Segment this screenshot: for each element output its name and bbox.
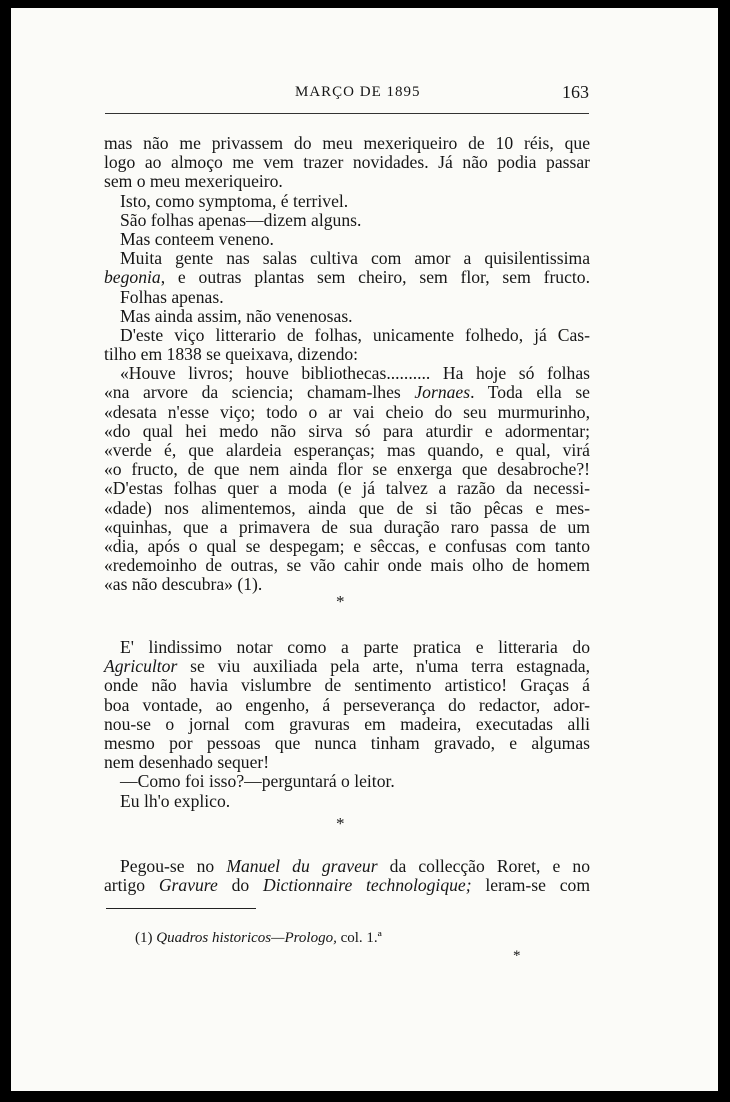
page-number: 163 (562, 82, 589, 102)
text-line: «D'estas folhas quer a moda (e já talvez a razão da necessi- (104, 478, 590, 499)
text-line: E' lindissimo notar como a parte pratica e litteraria do (120, 637, 590, 657)
section-separator: * (336, 814, 345, 833)
text-line: mesmo por pessoas que nunca tinham gravado, e algumas (104, 732, 590, 753)
text-line: Muita gente nas salas cultiva com amor a quisilentissima (120, 248, 590, 269)
text-line: nou-se o jornal com gravuras em madeira, executadas alli (104, 713, 590, 734)
text-line: logo ao almoço me vem trazer novidades. Já não podia passar (104, 152, 590, 173)
header-rule (105, 113, 589, 114)
text-line: «quinhas, que a primavera de sua duração raro passa de um (104, 516, 590, 537)
text-line: «desata n'esse viço; todo o ar vai cheio do seu murmurinho, (104, 401, 590, 422)
header-title: MARÇO DE 1895 (295, 84, 421, 100)
text-line: «dade) nos alimentemos, ainda que de si tão pêcas e mes- (104, 497, 590, 518)
footnote: (1) Quadros historicos—Prologo, col. 1.ª (135, 930, 382, 946)
text-line: Isto, como symptoma, é terrivel. (120, 190, 349, 211)
text-line: Folhas apenas. (120, 286, 224, 307)
paragraph-1 (104, 134, 590, 595)
section-separator: * (336, 592, 345, 611)
text-line: Mas ainda assim, não venenosas. (120, 305, 353, 326)
text-line: «na arvore da sciencia; chamam-lhes Jornaes. Toda ella se (104, 382, 590, 403)
text-line: Mas conteem veneno. (120, 228, 274, 249)
text-line: begonia, e outras plantas sem cheiro, sem flor, sem fructo. (104, 267, 590, 288)
text-line: Pegou-se no Manuel du graveur da collecção Roret, e no (120, 856, 590, 876)
text-line: «do qual hei medo não sirva só para aturdir e adormentar; (104, 420, 590, 441)
page (11, 8, 718, 1091)
text-line: sem o meu mexeriqueiro. (104, 171, 283, 192)
text-line: artigo Gravure do Dictionnaire technologique; leram-se com (104, 875, 591, 896)
text-line: «as não descubra» (1). (104, 574, 263, 595)
text-line: D'este viço litterario de folhas, unicamente folhedo, já Cas- (120, 324, 590, 345)
text-line: «dia, após o qual se despegam; e sêccas, e confusas com tanto (104, 535, 590, 556)
text-line: São folhas apenas—dizem alguns. (120, 209, 362, 230)
paragraph-2 (104, 638, 590, 811)
text-line: boa vontade, ao engenho, á perseverança do redactor, ador- (104, 694, 590, 715)
footnote-rule (106, 908, 256, 909)
text-line: «verde é, que alardeia esperanças; mas quando, e qual, virá (104, 440, 590, 460)
text-line: onde não havia vislumbre de sentimento artistico! Graças á (104, 675, 590, 696)
text-line: Agricultor se viu auxiliada pela arte, n'uma terra estagnada, (104, 656, 590, 677)
text-line: nem desenhado sequer! (104, 752, 270, 773)
running-header (105, 80, 589, 114)
text-line: Eu lh'o explico. (120, 790, 231, 811)
text-line: tilho em 1838 se queixava, dizendo: (104, 344, 359, 365)
paragraph-3 (104, 857, 590, 895)
text-line: «Houve livros; houve bibliothecas.......... Ha hoje só folhas (120, 363, 590, 384)
text-line: «o fructo, de que nem ainda flor se enxerga que desabroche?! (104, 459, 590, 480)
text-line: —Como foi isso?—perguntará o leitor. (120, 771, 395, 792)
text-line: mas não me privassem do meu mexeriqueiro de 10 réis, que (104, 133, 590, 153)
printer-mark: * (513, 948, 521, 964)
text-line: «redemoinho de outras, se vão cahir onde mais olho de homem (104, 555, 590, 576)
